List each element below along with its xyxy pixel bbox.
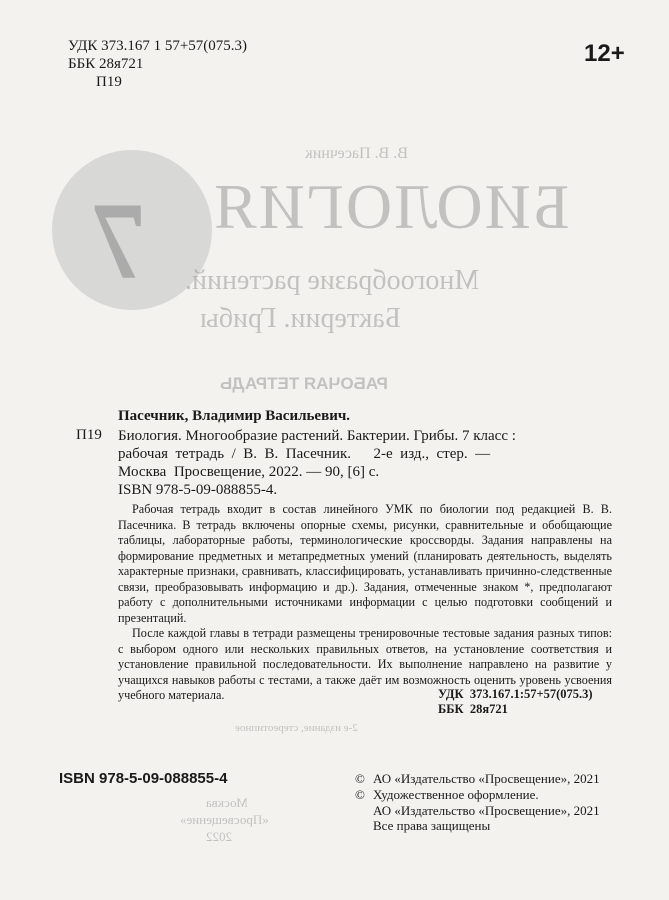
udk-line: УДК 373.167 1 57+57(075.3) xyxy=(68,38,248,54)
record-line-2: рабочая тетрадь / В. В. Пасечник. 2-е изд., стер. — xyxy=(118,446,491,462)
copyright-line-2: Художественное оформление. xyxy=(373,786,539,802)
copyright-block xyxy=(355,771,600,834)
age-rating: 12+ xyxy=(584,40,625,67)
copyright-symbol-1: © xyxy=(355,771,365,786)
record-author: Пасечник, Владимир Васильевич. xyxy=(118,408,351,424)
annotation-paragraph-1: Рабочая тетрадь входит в состав линейного УМК по биологии под редакцией В. В. Пасечника. В тетрадь включены опорные схемы, рисунки, сравнительные и обобщающие таблицы, лабораторные работы, терминологические кроссворды. Задания направлены на формирование предметных и метапредметных умений (планировать деятельность, выделять характерные признаки, сравнивать, классифицировать, устанавливать причинно-следственные связи, преобразовывать информацию и др.). Задания, отмеченные знаком *, предполагают работу с дополнительными источниками информации с целью подготовки сообщений и презентаций. xyxy=(118,502,612,625)
record-line-3: Москва Просвещение, 2022. — 90, [6] с. xyxy=(118,464,380,480)
record-index: П19 xyxy=(76,427,102,443)
ghost-year: 2022 xyxy=(206,829,232,844)
ghost-city: Москва xyxy=(206,795,248,810)
ghost-workbook: РАБОЧАЯ ТЕТРАДЬ xyxy=(220,374,388,393)
classification-bottom xyxy=(438,687,593,717)
ghost-author: В. В. Пасечник xyxy=(305,145,408,162)
copyright-line-3: АО «Издательство «Просвещение», 2021 xyxy=(373,802,600,818)
classification-top xyxy=(68,37,247,91)
copyright-line-4: Все права защищены xyxy=(373,818,491,834)
index-line: П19 xyxy=(96,74,122,90)
record-description xyxy=(118,427,613,481)
annotation-paragraph-2: После каждой главы в тетради размещены тренировочные тестовые задания разных типов: с выбором одного или нескольких правильных ответов, на установление соответствия и установление правильной последовательности. Их выполнение направлено на развитие у учащихся навыков работы с тестами, а также даёт им возможность оценить уровень усвоения учебного материала. xyxy=(118,626,612,702)
bbk-bottom: ББК 28я721 xyxy=(438,702,508,716)
isbn-bottom: ISBN 978-5-09-088855-4 xyxy=(59,770,228,787)
copyright-symbol-2: © xyxy=(355,786,365,802)
udk-bottom: УДК 373.167.1:57+57(075.3) xyxy=(438,687,593,701)
ghost-grade: 7 xyxy=(92,180,147,302)
ghost-title: БИОЛОГИЯ xyxy=(212,171,570,242)
ghost-publisher: «Просвещение» xyxy=(180,812,269,827)
copyright-line-1: АО «Издательство «Просвещение», 2021 xyxy=(373,771,600,786)
ghost-edition: 2-е издание, стереотипное xyxy=(235,722,358,734)
ghost-subtitle-1: Многообразие растений. xyxy=(185,265,480,296)
bbk-line: ББК 28я721 xyxy=(68,56,144,72)
ghost-subtitle-2: Бактерии. Грибы xyxy=(200,303,401,334)
record-line-1: Биология. Многообразие растений. Бактерии. Грибы. 7 класс : xyxy=(118,428,516,444)
annotation xyxy=(118,502,612,704)
record-isbn: ISBN 978-5-09-088855-4. xyxy=(118,482,278,498)
